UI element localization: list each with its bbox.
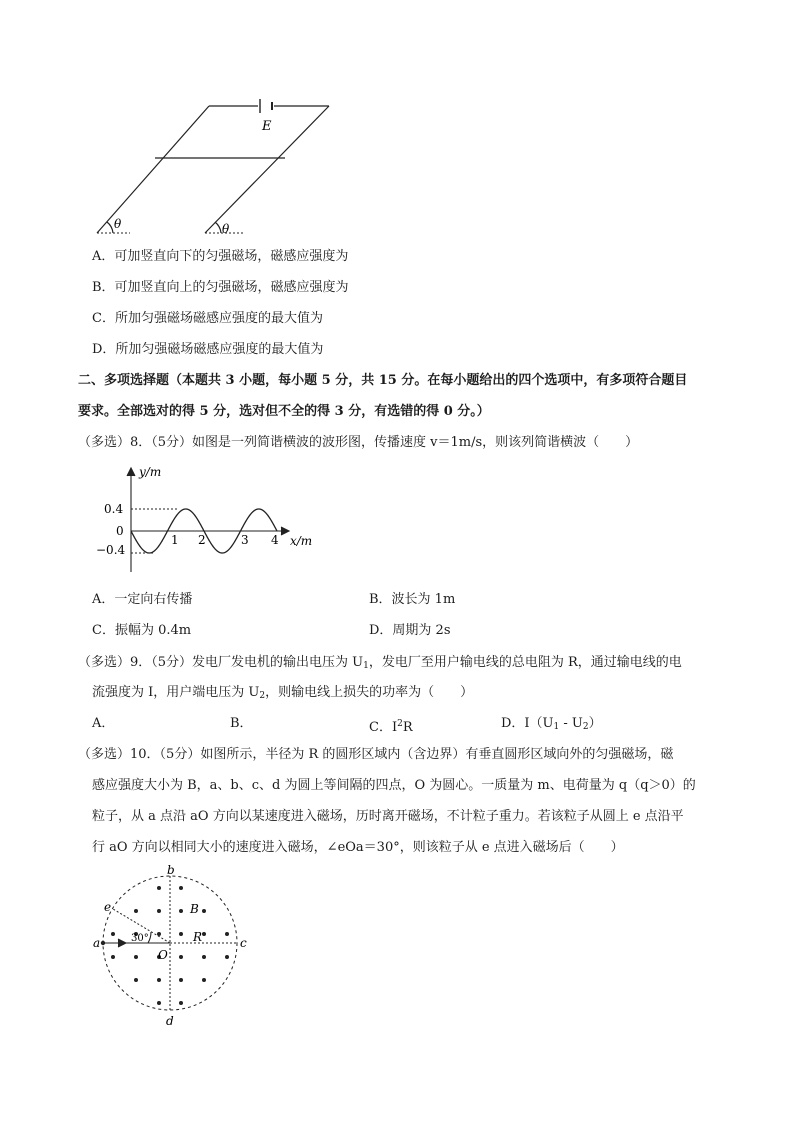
- field-dot: [134, 978, 138, 982]
- wave-x-axis-label: x/m: [290, 534, 313, 548]
- q9-stem-line1: [78, 653, 682, 676]
- q9-stem-part: （多选）9．（5分）发电厂发电机的输出电压为 U: [78, 655, 364, 670]
- field-dot: [111, 932, 115, 936]
- field-dot: [179, 909, 183, 913]
- q8-stem: （多选）8．（5分）如图是一列简谐横波的波形图，传播速度 v＝1m/s，则该列简谐横波（ ）: [78, 435, 639, 450]
- field-dot: [179, 932, 183, 936]
- subscript: 2: [259, 691, 266, 701]
- field-dot: [157, 978, 161, 982]
- q9-option-b: B．: [230, 716, 253, 731]
- q9-stem-line2: [92, 683, 473, 706]
- wave-tick-x2: 2: [198, 533, 206, 547]
- q7-option-c: C．所加匀强磁场磁感应强度的最大值为: [92, 311, 323, 326]
- battery-emf-label: E: [262, 119, 272, 134]
- q7-option-a: A．可加竖直向下的匀强磁场，磁感应强度为: [92, 249, 349, 264]
- superscript: 2: [397, 719, 403, 729]
- radius-r-label: R: [193, 930, 203, 944]
- field-dot: [134, 955, 138, 959]
- q9-stem-part: ，发电厂至用户输电线的总电阻为 R，通过输电线的电: [368, 655, 682, 670]
- inclined-rails-figure: [0, 0, 794, 250]
- wave-tick-x4: 4: [271, 533, 279, 547]
- wave-tick-x3: 3: [241, 533, 249, 547]
- field-dot: [225, 932, 229, 936]
- q10-stem-line3: 粒子，从 a 点沿 aO 方向以某速度进入磁场，历时离开磁场，不计粒子重力。若该粒子从圆上 e 点沿平: [92, 809, 684, 824]
- q8-option-c: C．振幅为 0.4m: [92, 623, 192, 638]
- field-dot: [202, 955, 206, 959]
- point-e-label: e: [104, 900, 112, 914]
- angle-theta-right-label: θ: [222, 222, 230, 236]
- field-dot: [157, 932, 161, 936]
- wave-tick-y-top: 0.4: [104, 502, 124, 516]
- q8-option-d: D．周期为 2s: [369, 623, 451, 638]
- subscript: 1: [363, 661, 369, 671]
- q10-stem-line2: 感应强度大小为 B，a、b、c、d 为圆上等间隔的四点，O 为圆心。一质量为 m、电荷量为 q（q＞0）的: [92, 778, 696, 793]
- wave-tick-y-bottom: −0.4: [96, 543, 126, 557]
- subscript: 2: [582, 722, 589, 732]
- field-dot: [179, 955, 183, 959]
- center-o-label: O: [158, 948, 168, 962]
- q9-option-a: A．: [92, 716, 115, 731]
- q10-stem-line1: （多选）10．（5分）如图所示，半径为 R 的圆形区域内（含边界）有垂直圆形区域向外的匀强磁场，磁: [78, 747, 674, 762]
- q9-option-d-part: ）: [588, 716, 602, 731]
- field-dot: [225, 955, 229, 959]
- wave-tick-y-zero: 0: [116, 524, 124, 538]
- point-a-label: a: [93, 936, 101, 950]
- subscript: 1: [553, 722, 560, 732]
- field-dot: [134, 909, 138, 913]
- q10-stem-line4: 行 aO 方向以相同大小的速度进入磁场，∠eOa＝30°，则该粒子从 e 点进入磁场后（ ）: [92, 840, 624, 855]
- q9-option-c: [369, 714, 413, 738]
- section-2-heading-line1: 二、多项选择题（本题共 3 小题，每小题 5 分，共 15 分。在每小题给出的四个选项中，有多项符合题目: [78, 373, 688, 388]
- field-dot: [202, 932, 206, 936]
- point-b-label: b: [167, 863, 175, 877]
- field-dot: [157, 886, 161, 890]
- q9-option-d-part: - U: [559, 716, 583, 731]
- q7-option-b: B．可加竖直向上的匀强磁场，磁感应强度为: [92, 280, 349, 295]
- wave-y-axis-label: y/m: [139, 465, 162, 479]
- q9-stem-part: 流强度为 I，用户端电压为 U: [92, 685, 260, 700]
- field-dot: [202, 978, 206, 982]
- section-2-heading-line2: 要求。全部选对的得 5 分，选对但不全的得 3 分，有选错的得 0 分。）: [78, 404, 490, 419]
- field-dot: [157, 1001, 161, 1005]
- field-dot: [157, 909, 161, 913]
- point-d-label: d: [166, 1014, 174, 1028]
- magnetic-field-circle-figure: [0, 865, 794, 1035]
- wave-graph: [0, 460, 794, 590]
- angle-theta-left-label: θ: [114, 217, 122, 231]
- q9-option-c-part: R: [402, 720, 413, 735]
- field-dot: [202, 909, 206, 913]
- field-dot: [111, 955, 115, 959]
- q9-option-d: [501, 714, 602, 737]
- field-dot: [179, 886, 183, 890]
- q9-stem-part: ，则输电线上损失的功率为（ ）: [265, 685, 474, 700]
- angle-30-label: 30°: [131, 933, 149, 944]
- field-dot: [179, 1001, 183, 1005]
- field-dot: [179, 978, 183, 982]
- q9-option-d-part: D．I（U: [501, 716, 554, 731]
- q8-option-b: B．波长为 1m: [369, 592, 456, 607]
- field-b-label: B: [190, 902, 199, 916]
- q8-option-a: A．一定向右传播: [92, 592, 193, 607]
- q9-option-c-part: C．I: [369, 720, 398, 735]
- q7-option-d: D．所加匀强磁场磁感应强度的最大值为: [92, 342, 324, 357]
- wave-tick-x1: 1: [171, 533, 179, 547]
- point-c-label: c: [240, 936, 247, 950]
